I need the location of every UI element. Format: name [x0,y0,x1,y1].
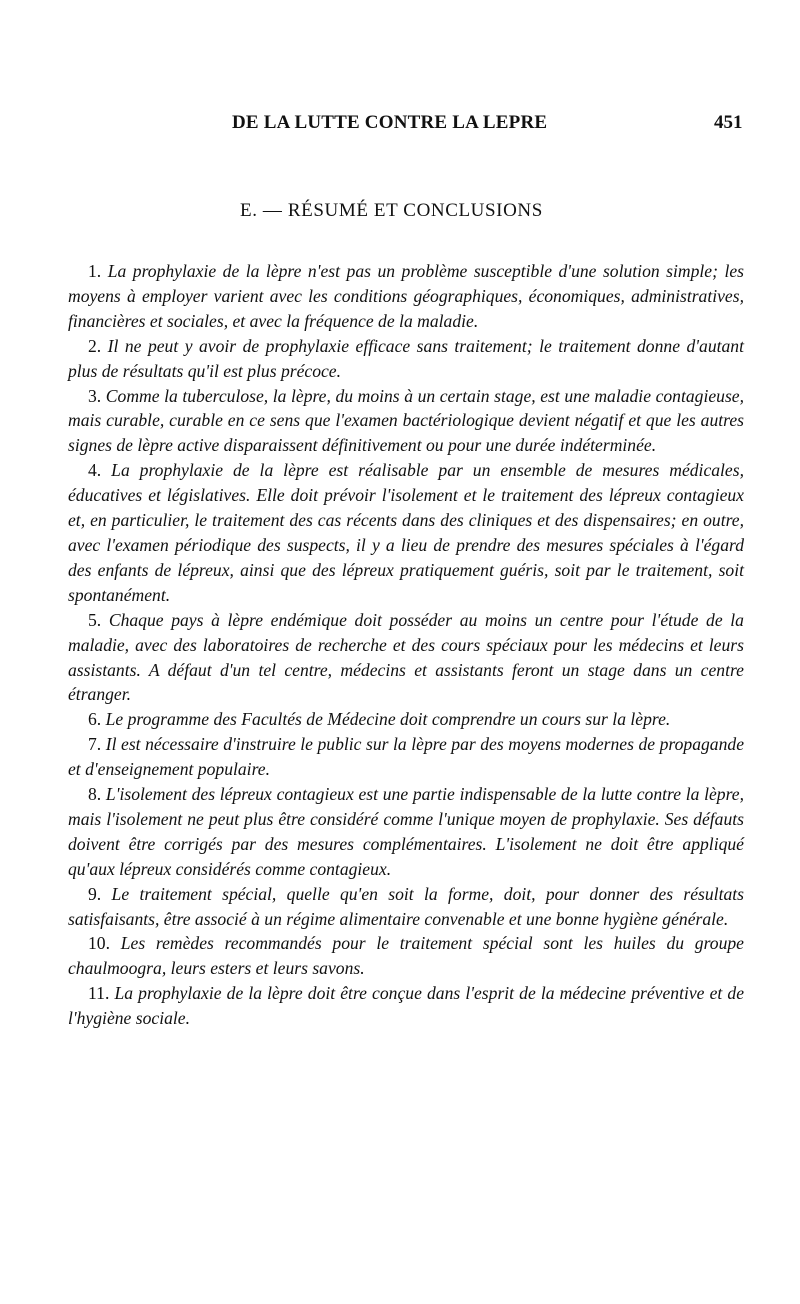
conclusion-paragraph-5 [68,608,744,708]
section-heading: E. — RÉSUMÉ ET CONCLUSIONS [240,200,543,221]
conclusion-paragraph-2 [68,334,744,384]
paragraph-number: 7. [88,734,102,755]
paragraph-text: L'isolement des lépreux contagieux est une partie indispensable de la lutte contre la lèpre, mais l'isolement ne peut plus être considéré comme l'unique moyen de prophylaxie. Ses défauts doivent être corrigés par des mesures complémentaires. L'isolement ne doit être appliqué qu'aux lépreux considérés comme contagieux. [68,784,745,879]
conclusion-paragraph-10 [68,931,744,981]
conclusion-paragraph-1 [68,259,744,334]
paragraph-number: 8. [88,784,102,805]
paragraph-text: Comme la tuberculose, la lèpre, du moins à un certain stage, est une maladie contagieuse, mais curable, curable en ce sens que l'examen bactériologique devient négatif et que les autres signes de lèpre active disparaissent définitivement ou pour une durée indéterminée. [68,385,745,456]
conclusions-list [68,259,744,1031]
running-title: DE LA LUTTE CONTRE LA LEPRE [232,112,548,133]
paragraph-text: Chaque pays à lèpre endémique doit posséder au moins un centre pour l'étude de la maladie, avec des laboratoires de recherche et des cours spéciaux pour les médecins et leurs assistants. A défaut d'un tel centre, médecins et assistants feront un stage dans un centre étranger. [68,609,744,705]
conclusion-paragraph-6 [68,707,744,732]
paragraph-text: Il ne peut y avoir de prophylaxie efficace sans traitement; le traitement donne d'autant plus de résultats qu'il est plus précoce. [68,335,744,381]
paragraph-text: Il est nécessaire d'instruire le public sur la lèpre par des moyens modernes de propagande et d'enseignement populaire. [68,734,744,780]
conclusion-paragraph-3 [68,384,744,459]
paragraph-number: 5. [88,609,102,630]
paragraph-number: 10. [88,933,110,954]
paragraph-number: 2. [88,335,102,356]
paragraph-number: 6. [88,709,102,730]
paragraph-number: 3. [88,385,102,406]
conclusion-paragraph-7 [68,732,744,782]
paragraph-text: La prophylaxie de la lèpre doit être conçue dans l'esprit de la médecine préventive et de l'hygiène sociale. [68,983,745,1029]
conclusion-paragraph-4 [68,458,744,607]
conclusion-paragraph-9 [68,882,744,932]
conclusion-paragraph-11 [68,981,744,1031]
conclusion-paragraph-8 [68,782,744,882]
page-number: 451 [714,112,743,133]
paragraph-text: Le traitement spécial, quelle qu'en soit la forme, doit, pour donner des résultats satisfaisants, être associé à un régime alimentaire convenable et une bonne hygiène générale. [68,883,744,929]
paragraph-number: 4. [88,460,102,481]
paragraph-number: 11. [88,983,110,1004]
paragraph-text: La prophylaxie de la lèpre n'est pas un problème susceptible d'une solution simple; les moyens à employer varient avec les conditions géographiques, économiques, administratives, financières et sociales, et avec la fréquence de la maladie. [68,261,744,331]
paragraph-text: La prophylaxie de la lèpre est réalisable par un ensemble de mesures médicales, éducatives et législatives. Elle doit prévoir l'isolement et le traitement des lépreux contagieux et, en particulier, le traitement des cas récents dans des cliniques et des dispensaires; en outre, avec l'examen périodique des suspects, il y a lieu de prendre des mesures spéciales à l'égard des enfants de lépreux, ainsi que des lépreux pratiquement guéris, soit par le traitement, soit spontanément. [68,460,744,605]
paragraph-number: 9. [88,883,102,904]
paragraph-number: 1. [88,261,102,281]
paragraph-text: Les remèdes recommandés pour le traitement spécial sont les huiles du groupe chaulmoogra, leurs esters et leurs savons. [68,933,744,979]
running-header [0,112,800,142]
paragraph-text: Le programme des Facultés de Médecine doit comprendre un cours sur la lèpre. [105,709,671,730]
